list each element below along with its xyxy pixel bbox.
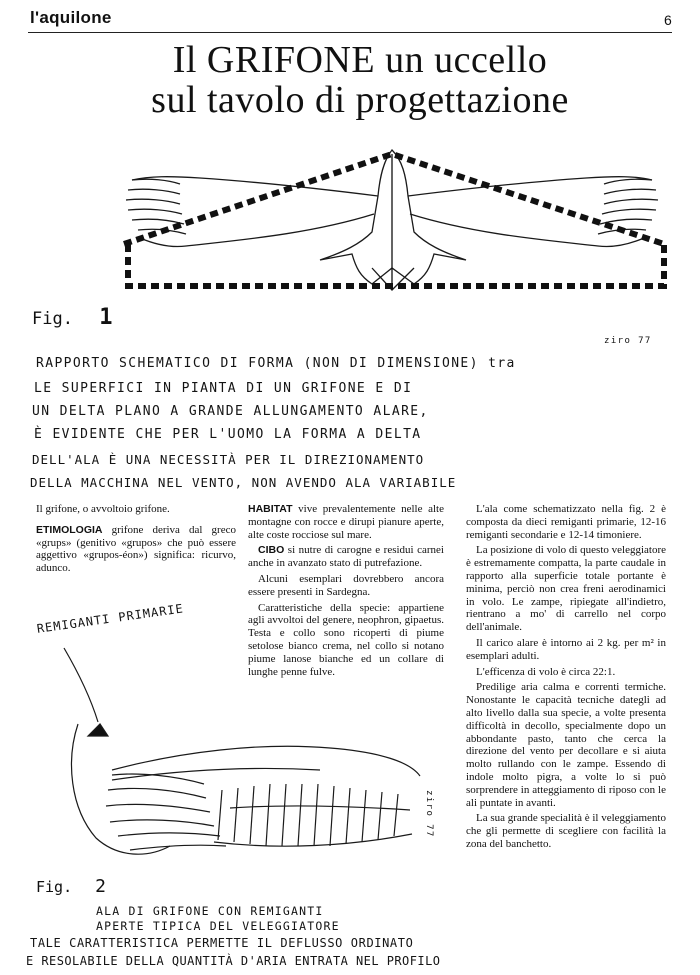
figure1-caption-line-1: RAPPORTO SCHEMATICO DI FORMA (NON DI DIMENSIONE) tra — [36, 356, 516, 371]
figure2-label — [36, 876, 106, 897]
cibo-heading: CIBO — [258, 544, 285, 557]
secondary-feathers — [214, 784, 412, 846]
figure1-label-number: 1 — [99, 305, 113, 330]
figure2-label-prefix: Fig. — [36, 878, 73, 896]
etimologia-heading: ETIMOLOGIA — [36, 523, 103, 536]
title-line-2: sul tavolo di progettazione — [151, 79, 569, 121]
pointer-arrow-line — [64, 648, 98, 722]
figure2-caption-line-3: TALE CARATTERISTICA PERMETTE IL DEFLUSSO ORDINATO — [30, 936, 414, 950]
figure1-label-prefix: Fig. — [32, 309, 73, 329]
figure1-caption-line-3: UN DELTA PLANO A GRANDE ALLUNGAMENTO ALARE, — [32, 404, 429, 419]
figure2-caption-line-2: APERTE TIPICA DEL VELEGGIATORE — [96, 919, 340, 933]
figure1-caption-line-4: È EVIDENTE CHE PER L'UOMO LA FORMA A DELTA — [34, 427, 422, 442]
col3-paragraph-3: Il carico alare è intorno ai 2 kg. per m² in esemplari adulti. — [466, 636, 666, 662]
cibo-text: si nutre di carogne e residui carnei anche in avanzato stato di putrefazione. — [248, 544, 444, 570]
pointer-arrow-head — [88, 724, 108, 736]
page-number: 6 — [664, 12, 672, 28]
habitat-text: vive prevalentemente nelle alte montagne con rocce e dirupi pianure aperte, alte coste rocciose sul mare. — [248, 503, 444, 541]
col3-paragraph-5: Predilige aria calma e correnti termiche. Nonostante le capacità tecniche dategli ad alto livello dalla sua specie, a volte presenta difficoltà in decollo, specialmente dopo un abbondante pasto, tanto che cerca la direzione del vento per decollare e si aiuta molto rullando con le zampe. Essendo di indole molto pigra, a volte lo si può sorprendere in atteggiamento di riposo con le ali puntate in avanti. — [466, 681, 666, 809]
col3-paragraph-1: L'ala come schematizzato nella fig. 2 è composta da dieci remiganti primarie, 12-16 remiganti secondarie e 12-14 timoniere. — [466, 503, 666, 541]
figure1-caption-line-6: DELLA MACCHINA NEL VENTO, NON AVENDO ALA VARIABILE — [30, 475, 457, 490]
col3-paragraph-2: La posizione di volo di questo veleggiatore è estremamente compatta, la parte caudale in rapporto alla superficie totale portante è minima, perciò non crea freni aerodinamici in volo. Le zampe, ripiegate all'indietro, rientrano a mo' di carrello nel corpo dell'animale. — [466, 544, 667, 634]
figure2-caption-line-4: E RESOLABILE DELLA QUANTITÀ D'ARIA ENTRATA NEL PROFILO — [26, 954, 441, 968]
figure2-label-number: 2 — [95, 876, 106, 897]
habitat-heading: HABITAT — [248, 503, 293, 515]
figure2-caption-line-1: ALA DI GRIFONE CON REMIGANTI — [96, 904, 324, 918]
wing-leading-edge — [112, 746, 420, 776]
figure1-signature: ziro 77 — [604, 336, 652, 346]
figure1-caption-line-5: DELL'ALA È UNA NECESSITÀ PER IL DIREZIONAMENTO — [32, 452, 425, 467]
col2-paragraph-3: Alcuni esemplari dovrebbero ancora essere presenti in Sardegna. — [248, 572, 444, 598]
col2-paragraph-4: Caratteristiche della specie: appartiene agli avvoltoi del genere, neophron, gipaetus. Testa e collo sono ricoperti di piume setolose bianco crema, nel collo si notano piume lanose bianche ed un collare di lunghe penne fulve. — [248, 601, 444, 678]
title-line-1: Il GRIFONE un uccello — [172, 39, 548, 81]
figure2-pointer-label: REMIGANTI PRIMARIE — [36, 601, 185, 636]
figure1-caption-line-2: LE SUPERFICI IN PIANTA DI UN GRIFONE E DI — [34, 381, 413, 396]
etimologia-text: grifone deriva dal greco «grups» (genitivo «grupos» che può essere aggettivo «grupos-éon») significa: ricurvo, adunco. — [36, 523, 236, 575]
masthead: l'aquilone — [30, 8, 112, 27]
col3-paragraph-6: La sua grande specialità è il veleggiamento che gli permette di scegliere con facilità la zona del banchetto. — [466, 812, 666, 850]
intro-text: Il grifone, o avvoltoio grifone. — [36, 503, 170, 515]
col3-paragraph-4: L'efficenza di volo è circa 22:1. — [476, 665, 616, 678]
primary-feathers — [106, 774, 226, 850]
figure2-signature: ziro 77 — [424, 790, 434, 838]
